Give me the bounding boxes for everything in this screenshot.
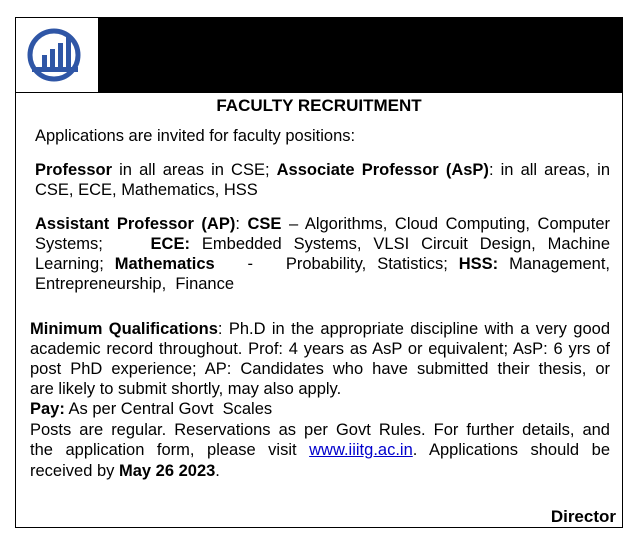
header-black-banner [99,18,622,92]
cse-areas: – Algorithms, Cloud Computing, Computer [281,215,610,233]
assistant-line-4: Entrepreneurship, Finance [35,275,235,293]
learning-text: Learning; [35,255,115,273]
professor-text: in all areas in CSE; [112,161,277,179]
logo-cell [16,18,99,92]
professor-line-2: CSE, ECE, Mathematics, HSS [35,181,258,199]
pay-line [30,399,272,419]
pay-label: Pay: [30,400,65,418]
professor-line-1 [35,160,610,180]
qualifications-line-1 [30,319,610,339]
deadline-prefix: received by [30,462,119,480]
website-link[interactable]: www.iiitg.ac.in [309,441,413,459]
assistant-colon: : [235,215,248,233]
associate-professor-label: Associate Professor (AsP) [276,161,489,179]
intro-text: Applications are invited for faculty positions: [35,127,356,145]
assistant-line-3 [35,254,610,274]
qualifications-line-4: are likely to submit shortly, may also apply. [30,380,342,398]
cse-label: CSE [247,215,282,233]
posts-text: the application form, please visit [30,441,310,459]
qualifications-text: : Ph.D in the appropriate discipline with a very good [217,320,610,338]
deadline-period: . [215,462,220,480]
qualifications-line-3: post PhD experience; AP: Candidates who have submitted their thesis, or [30,360,610,378]
assistant-professor-label: Assistant Professor (AP) [35,215,236,233]
associate-professor-text: : in all areas, in [488,161,610,179]
systems-text: Systems; [35,235,151,253]
mathematics-areas: - Probability, Statistics; [214,255,459,273]
posts-line-1: Posts are regular. Reservations as per Govt Rules. For further details, and [30,421,610,439]
posts-text-2: . Applications should be [412,441,610,459]
mathematics-label: Mathematics [114,255,215,273]
institute-logo-icon [24,25,88,85]
qualifications-line-2: academic record throughout. Prof: 4 years as AsP or equivalent; AsP: 6 yrs of [30,340,610,358]
deadline-date: May 26 2023 [118,462,216,480]
hss-label: HSS: [458,255,499,273]
header [16,18,622,92]
signature: Director [550,507,616,526]
pay-text: As per Central Govt Scales [64,400,273,418]
posts-line-2 [30,440,610,460]
ece-label: ECE: [150,235,190,253]
ece-areas: Embedded Systems, VLSI Circuit Design, Machine [189,235,610,253]
page-title: FACULTY RECRUITMENT [216,96,422,115]
professor-label: Professor [35,161,113,179]
qualifications-label: Minimum Qualifications [30,320,218,338]
assistant-line-1 [35,214,610,234]
hss-areas: Management, [498,255,610,273]
posts-line-3 [30,461,220,481]
header-divider [16,92,622,93]
assistant-line-2 [35,234,610,254]
advertisement-frame [15,17,623,528]
